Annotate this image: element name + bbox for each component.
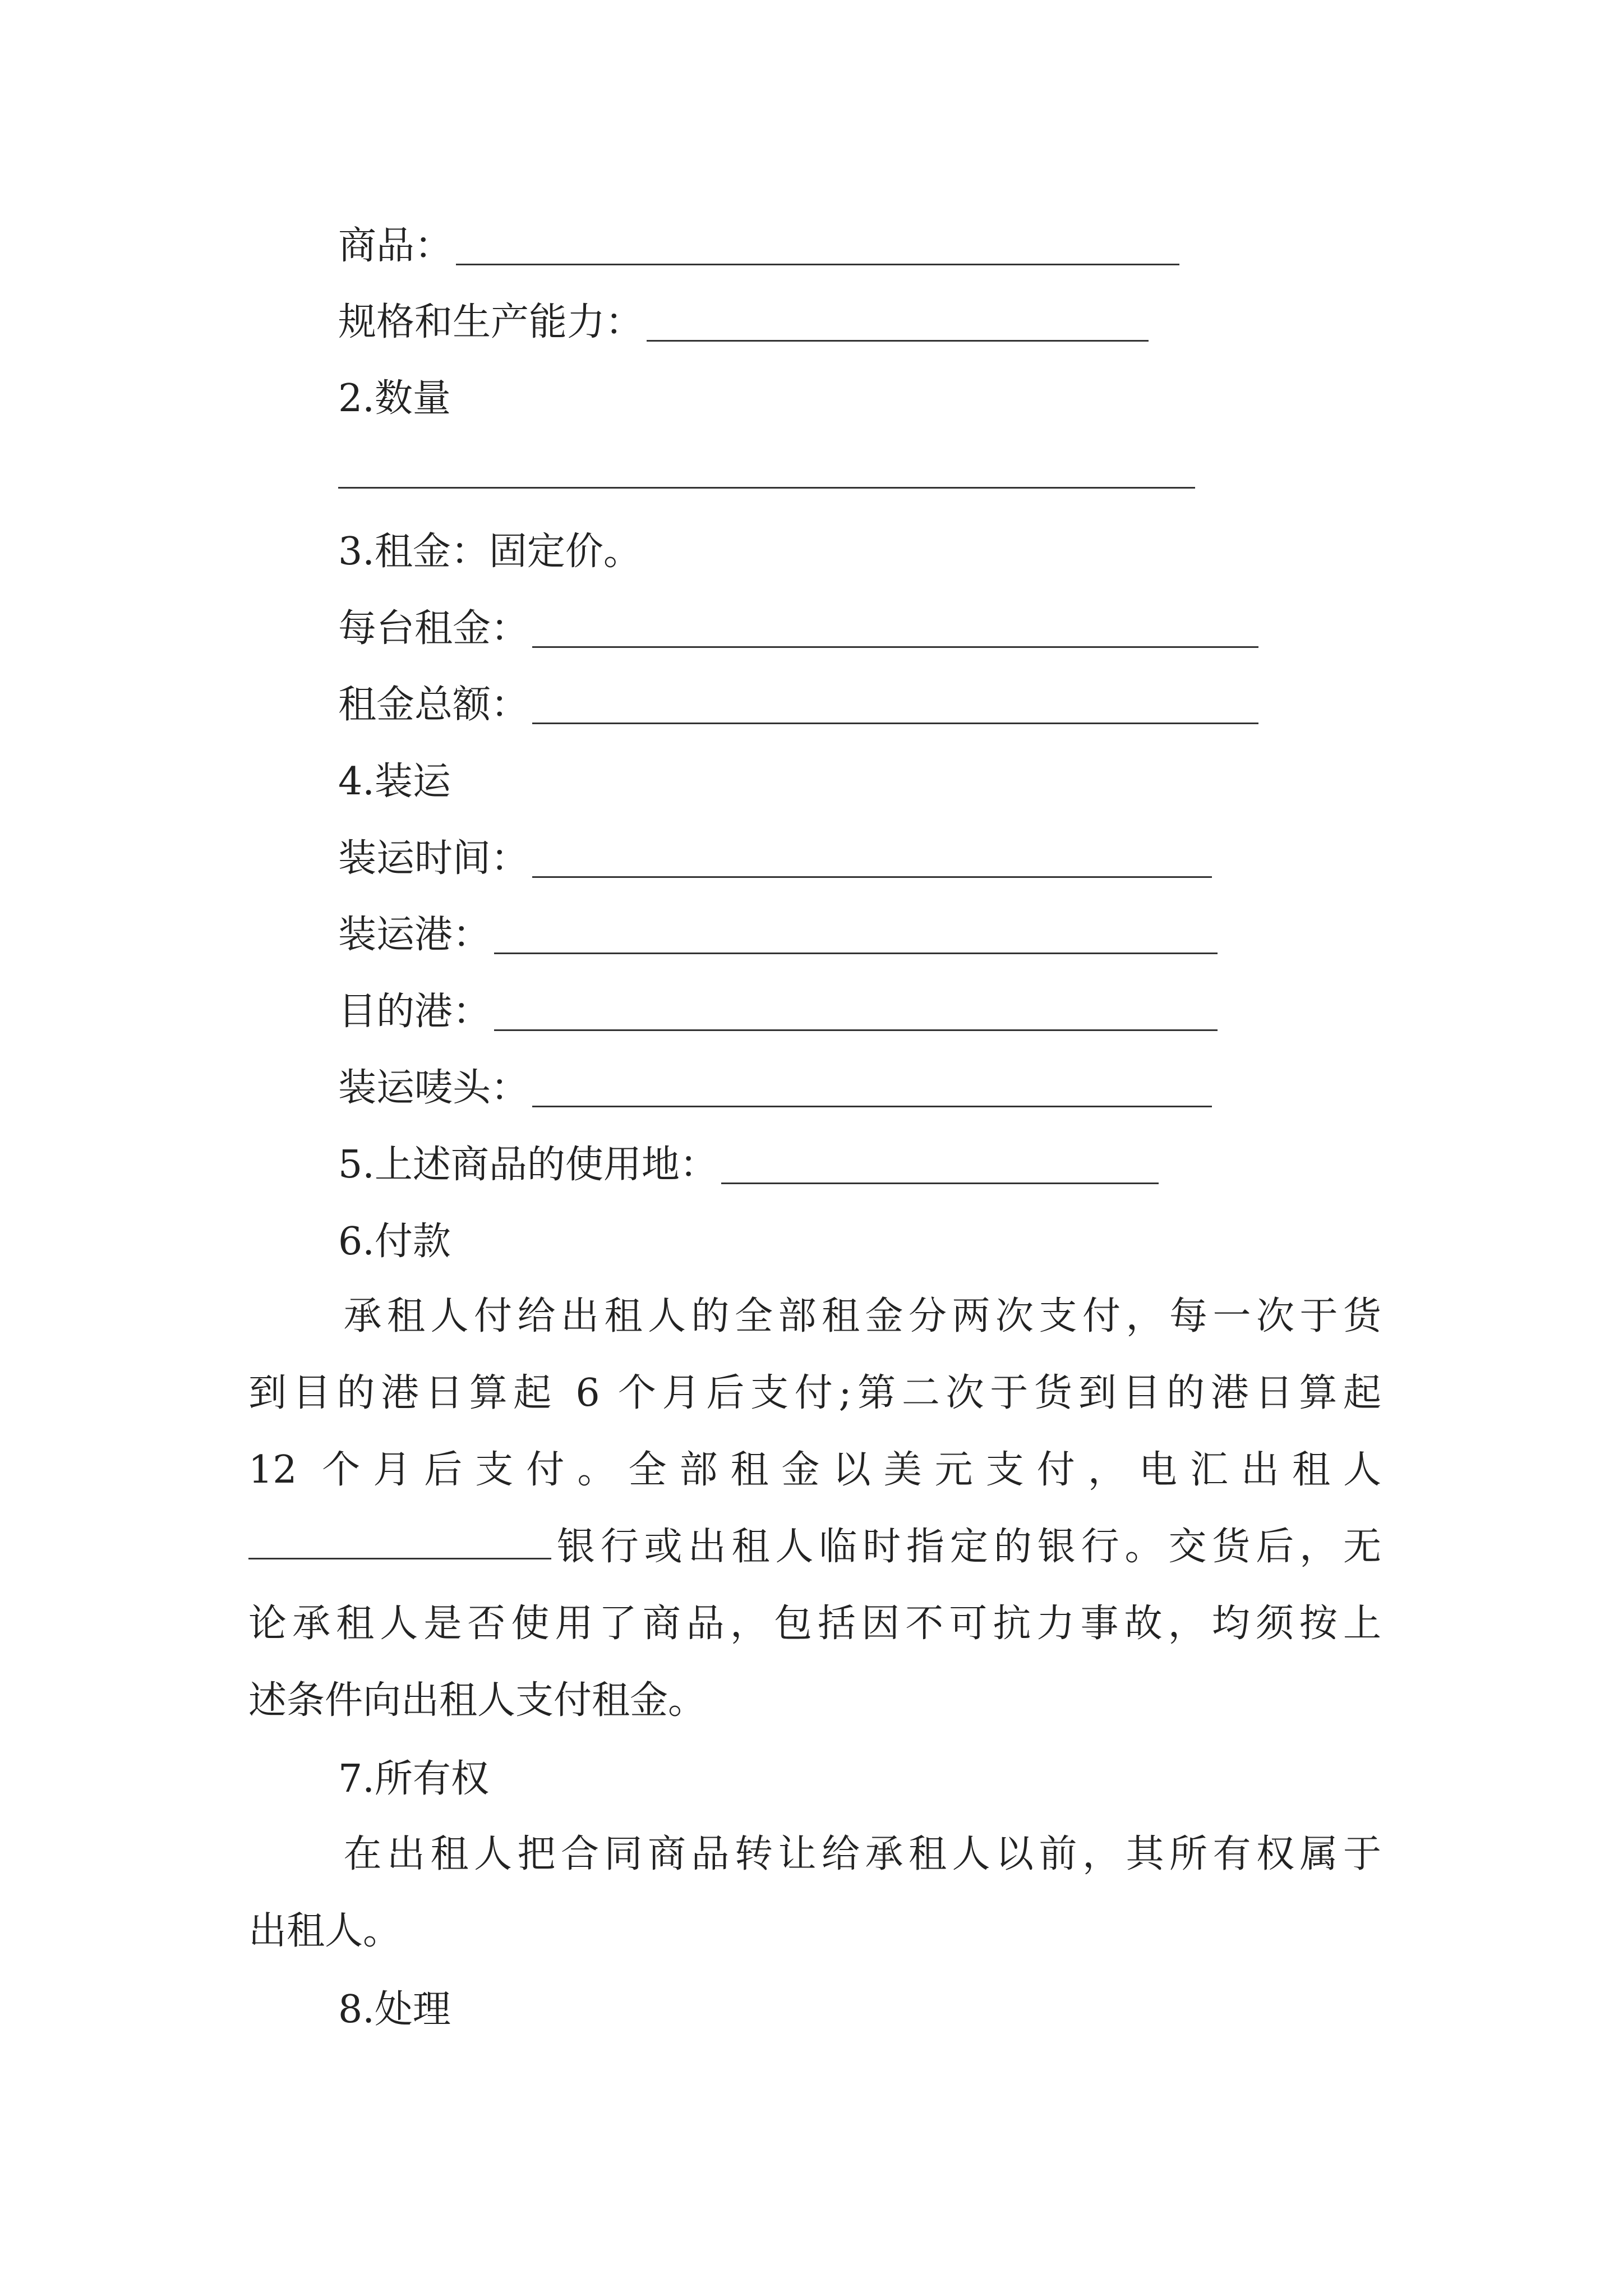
shipping-marks-label: 装运唛头： <box>338 1066 529 1110</box>
use-place-blank[interactable] <box>721 1149 1159 1184</box>
use-place-line <box>338 1139 1159 1187</box>
rent-total-line <box>338 679 1258 727</box>
handling-heading: 8.处理 <box>338 1987 451 2032</box>
rent-per-unit-line <box>338 603 1258 651</box>
payment-heading: 6.付款 <box>338 1220 451 1264</box>
port-loading-label: 装运港： <box>338 913 491 957</box>
rent-per-unit-blank[interactable] <box>532 613 1258 648</box>
shipping-time-blank[interactable] <box>532 843 1212 878</box>
rent-per-unit-label: 每台租金： <box>338 606 529 651</box>
goods-label: 商品： <box>338 224 453 268</box>
shipping-marks-line <box>338 1062 1212 1110</box>
ownership-paragraph: 在出租人把合同商品转让给承租人以前，其所有权属于 出租人。 <box>248 1832 1381 1953</box>
rent-total-blank[interactable] <box>532 689 1258 724</box>
goods-line <box>338 220 1179 268</box>
use-place-label: 5.上述商品的使用地： <box>338 1143 718 1187</box>
spec-blank[interactable] <box>647 306 1149 342</box>
rent-total-label: 租金总额： <box>338 683 529 727</box>
quantity-blank[interactable] <box>338 487 1195 489</box>
port-loading-line <box>338 909 1218 957</box>
rent-heading: 3.租金：固定价。 <box>338 530 642 574</box>
port-destination-label: 目的港： <box>338 990 491 1034</box>
ownership-heading: 7.所有权 <box>338 1757 489 1801</box>
payment-paragraph: 承租人付给出租人的全部租金分两次支付，每一次于货 到目的港日算起 6 个月后支付;第二次于货到目的港日算起 12 个月后支付。全部租金以美元支付，电汇出租人 银行或出租人临时指定的银行。交货后，无 论承租人是否使用了商品，包括因不可抗力事故，均须按上 述条件向出租人支付租金。 <box>248 1294 1381 1723</box>
port-destination-line <box>338 986 1218 1034</box>
port-loading-blank[interactable] <box>494 919 1218 954</box>
shipping-heading: 4.装运 <box>338 760 451 804</box>
spec-label: 规格和生产能力： <box>338 300 644 344</box>
port-destination-blank[interactable] <box>494 996 1218 1031</box>
goods-blank[interactable] <box>456 230 1179 265</box>
quantity-heading: 2.数量 <box>338 376 451 421</box>
shipping-time-label: 装运时间： <box>338 836 529 881</box>
bank-blank[interactable] <box>248 1525 551 1559</box>
shipping-marks-blank[interactable] <box>532 1072 1212 1107</box>
spec-line <box>338 297 1149 342</box>
shipping-time-line <box>338 833 1212 881</box>
